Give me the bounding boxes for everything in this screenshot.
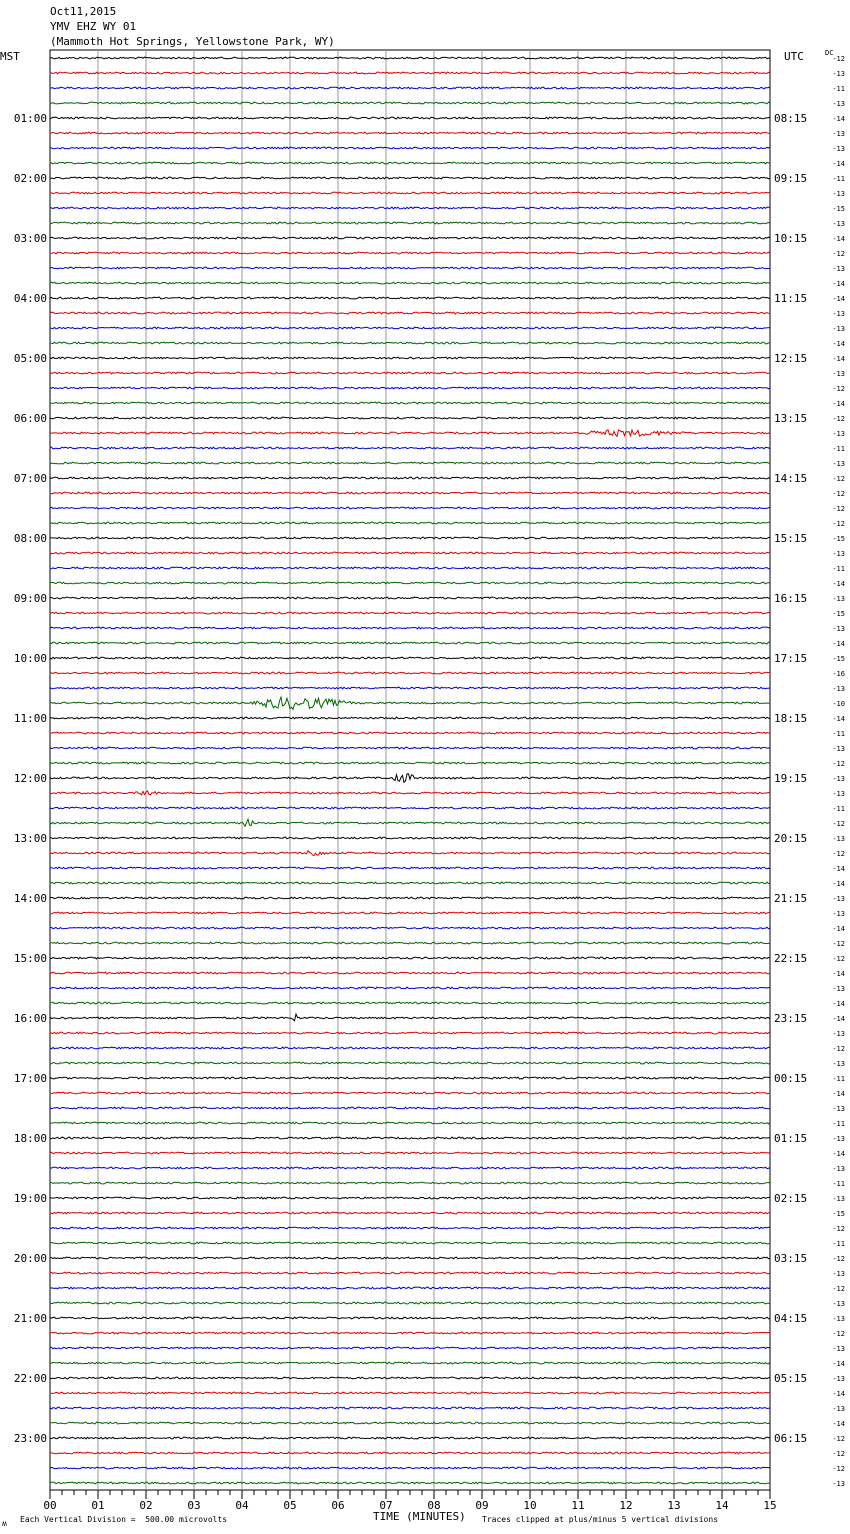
trace-row xyxy=(50,1137,770,1139)
trace-row xyxy=(50,627,770,629)
dc-offset-label: -11 xyxy=(832,1180,845,1188)
dc-offset-label: -12 xyxy=(832,1225,845,1233)
hour-label-mst: 23:00 xyxy=(13,1432,47,1445)
hour-label-utc: 01:15 xyxy=(774,1132,808,1145)
dc-offset-label: -14 xyxy=(832,640,845,648)
trace-row xyxy=(50,819,770,826)
dc-offset-label: -13 xyxy=(832,745,845,753)
trace-row xyxy=(50,132,770,134)
dc-offset-label: -14 xyxy=(832,1000,845,1008)
trace-row xyxy=(50,192,770,194)
trace-row xyxy=(50,177,770,179)
dc-offset-label: -14 xyxy=(832,1015,845,1023)
x-axis-label: TIME (MINUTES) xyxy=(373,1510,466,1523)
trace-row xyxy=(50,927,770,929)
footer-mark: ʍ xyxy=(2,1519,7,1528)
trace-row xyxy=(50,1407,770,1409)
dc-offset-label: -12 xyxy=(832,1465,845,1473)
x-tick-label: 04 xyxy=(235,1499,249,1512)
dc-offset-label: -14 xyxy=(832,970,845,978)
dc-offset-label: -12 xyxy=(832,1450,845,1458)
dc-offset-label: -11 xyxy=(832,1075,845,1083)
hour-label-utc: 15:15 xyxy=(774,532,808,545)
dc-offset-label: -13 xyxy=(832,685,845,693)
scale-note: Each Vertical Division = 500.00 microvolts xyxy=(20,1515,228,1524)
hour-label-mst: 02:00 xyxy=(13,172,47,185)
hour-label-mst: 01:00 xyxy=(13,112,47,125)
dc-offset-label: -13 xyxy=(832,130,845,138)
trace-row xyxy=(50,1107,770,1109)
trace-row xyxy=(50,552,770,554)
trace-row xyxy=(50,462,770,464)
trace-row xyxy=(50,402,770,404)
trace-row xyxy=(50,387,770,389)
trace-row xyxy=(50,1392,770,1394)
dc-offset-label: -13 xyxy=(832,550,845,558)
dc-offset-label: -11 xyxy=(832,85,845,93)
trace-row xyxy=(50,162,770,164)
hour-label-utc: 23:15 xyxy=(774,1012,808,1025)
trace-row xyxy=(50,1437,770,1439)
dc-offset-label: -13 xyxy=(832,1165,845,1173)
trace-row xyxy=(50,882,770,884)
trace-row xyxy=(50,957,770,959)
hour-label-mst: 22:00 xyxy=(13,1372,47,1385)
trace-row xyxy=(50,1077,770,1079)
trace-row xyxy=(50,282,770,284)
trace-row xyxy=(50,717,770,719)
hour-label-utc: 12:15 xyxy=(774,352,808,365)
trace-row xyxy=(50,1302,770,1304)
dc-offset-label: -14 xyxy=(832,400,845,408)
trace-row xyxy=(50,72,770,74)
dc-offset-label: -16 xyxy=(832,670,845,678)
plot-frame xyxy=(50,50,770,1490)
dc-offset-label: -14 xyxy=(832,1090,845,1098)
dc-offset-label: -12 xyxy=(832,415,845,423)
dc-offset-label: -13 xyxy=(832,1195,845,1203)
dc-offset-label: -13 xyxy=(832,895,845,903)
dc-offset-label: -13 xyxy=(832,775,845,783)
dc-offset-label: -11 xyxy=(832,565,845,573)
dc-offset-label: -13 xyxy=(832,1375,845,1383)
hour-label-mst: 14:00 xyxy=(13,892,47,905)
dc-offset-label: -13 xyxy=(832,460,845,468)
dc-offset-label: -12 xyxy=(832,940,845,948)
hour-label-utc: 22:15 xyxy=(774,952,808,965)
hour-label-utc: 05:15 xyxy=(774,1372,808,1385)
dc-offset-label: -15 xyxy=(832,655,845,663)
dc-offset-label: -14 xyxy=(832,235,845,243)
trace-row xyxy=(50,582,770,584)
trace-row xyxy=(50,747,770,749)
hour-label-utc: 08:15 xyxy=(774,112,808,125)
hour-label-mst: 10:00 xyxy=(13,652,47,665)
hour-label-utc: 18:15 xyxy=(774,712,808,725)
dc-offset-label: -13 xyxy=(832,595,845,603)
hour-label-mst: 05:00 xyxy=(13,352,47,365)
trace-row xyxy=(50,687,770,689)
trace-row xyxy=(50,972,770,974)
dc-offset-label: -13 xyxy=(832,1315,845,1323)
trace-row xyxy=(50,1167,770,1169)
trace-row xyxy=(50,342,770,344)
trace-row xyxy=(50,1347,770,1349)
x-tick-label: 09 xyxy=(475,1499,489,1512)
dc-offset-label: -13 xyxy=(832,1060,845,1068)
hour-label-utc: 06:15 xyxy=(774,1432,808,1445)
trace-row xyxy=(50,1092,770,1094)
dc-offset-label: -13 xyxy=(832,1135,845,1143)
trace-row xyxy=(50,1272,770,1274)
dc-offset-label: -13 xyxy=(832,100,845,108)
hour-label-mst: 03:00 xyxy=(13,232,47,245)
trace-row xyxy=(50,1062,770,1064)
trace-row xyxy=(50,732,770,734)
trace-row xyxy=(50,1362,770,1364)
dc-offset-label: -15 xyxy=(832,535,845,543)
dc-offset-label: -15 xyxy=(832,610,845,618)
x-tick-label: 08 xyxy=(427,1499,441,1512)
hour-label-mst: 09:00 xyxy=(13,592,47,605)
dc-offset-label: -13 xyxy=(832,910,845,918)
trace-row xyxy=(50,1452,770,1454)
dc-offset-label: -14 xyxy=(832,925,845,933)
trace-row xyxy=(50,1287,770,1289)
trace-row xyxy=(50,537,770,539)
trace-row xyxy=(50,522,770,524)
trace-row xyxy=(50,612,770,614)
trace-row xyxy=(50,567,770,569)
trace-row xyxy=(50,942,770,944)
trace-row xyxy=(50,851,770,856)
dc-offset-label: -12 xyxy=(832,1330,845,1338)
dc-offset-label: -12 xyxy=(832,475,845,483)
trace-row xyxy=(50,1332,770,1334)
trace-row xyxy=(50,642,770,644)
hour-label-mst: 20:00 xyxy=(13,1252,47,1265)
hour-label-mst: 07:00 xyxy=(13,472,47,485)
trace-row xyxy=(50,1242,770,1244)
x-tick-label: 10 xyxy=(523,1499,537,1512)
hour-label-mst: 18:00 xyxy=(13,1132,47,1145)
trace-row xyxy=(50,657,770,659)
trace-row xyxy=(50,1014,770,1021)
trace-row xyxy=(50,1422,770,1424)
dc-offset-label: -12 xyxy=(832,490,845,498)
dc-offset-label: -15 xyxy=(832,1210,845,1218)
dc-offset-label: -14 xyxy=(832,295,845,303)
dc-offset-label: -13 xyxy=(832,625,845,633)
trace-row xyxy=(50,357,770,359)
plot-date: Oct11,2015 xyxy=(50,5,117,18)
trace-row xyxy=(50,267,770,269)
x-tick-label: 02 xyxy=(139,1499,153,1512)
hour-label-utc: 17:15 xyxy=(774,652,808,665)
trace-row xyxy=(50,1257,770,1259)
trace-row xyxy=(50,807,770,809)
dc-offset-label: -12 xyxy=(832,505,845,513)
hour-label-mst: 16:00 xyxy=(13,1012,47,1025)
dc-offset-label: -13 xyxy=(832,1345,845,1353)
dc-offset-label: -12 xyxy=(832,1285,845,1293)
dc-offset-label: -14 xyxy=(832,340,845,348)
dc-offset-label: -14 xyxy=(832,280,845,288)
left-axis-title: MST xyxy=(0,50,20,63)
hour-label-mst: 21:00 xyxy=(13,1312,47,1325)
trace-row xyxy=(50,1197,770,1199)
dc-offset-label: -13 xyxy=(832,145,845,153)
dc-offset-label: -11 xyxy=(832,175,845,183)
trace-row xyxy=(50,297,770,299)
dc-offset-label: -13 xyxy=(832,985,845,993)
trace-row xyxy=(50,237,770,239)
trace-row xyxy=(50,147,770,149)
dc-offset-label: -14 xyxy=(832,1150,845,1158)
trace-row xyxy=(50,1467,770,1469)
hour-label-utc: 21:15 xyxy=(774,892,808,905)
trace-row xyxy=(50,57,770,59)
dc-offset-label: -13 xyxy=(832,430,845,438)
trace-row xyxy=(50,1182,770,1184)
trace-row xyxy=(50,207,770,209)
trace-row xyxy=(50,477,770,479)
dc-offset-label: -12 xyxy=(832,1435,845,1443)
trace-row xyxy=(50,1212,770,1214)
station-location: (Mammoth Hot Springs, Yellowstone Park, WY) xyxy=(50,35,335,48)
hour-label-utc: 16:15 xyxy=(774,592,808,605)
x-tick-label: 14 xyxy=(715,1499,729,1512)
dc-offset-label: -13 xyxy=(832,1105,845,1113)
dc-offset-label: -13 xyxy=(832,790,845,798)
right-axis-title: UTC xyxy=(784,50,804,63)
trace-row xyxy=(50,1047,770,1049)
trace-row xyxy=(50,327,770,329)
trace-row xyxy=(50,1002,770,1004)
dc-offset-label: -13 xyxy=(832,1405,845,1413)
dc-offset-label: -12 xyxy=(832,760,845,768)
trace-row xyxy=(50,372,770,374)
trace-row xyxy=(50,252,770,254)
dc-offset-label: -11 xyxy=(832,445,845,453)
trace-row xyxy=(50,774,770,783)
trace-row xyxy=(50,987,770,989)
dc-offset-label: -11 xyxy=(832,730,845,738)
dc-offset-label: -14 xyxy=(832,160,845,168)
trace-row xyxy=(50,672,770,674)
dc-offset-label: -10 xyxy=(832,700,845,708)
clip-note: Traces clipped at plus/minus 5 vertical divisions xyxy=(482,1515,719,1524)
trace-row xyxy=(50,762,770,764)
trace-row xyxy=(50,117,770,119)
dc-offset-label: -14 xyxy=(832,1390,845,1398)
trace-row xyxy=(50,1122,770,1124)
hour-label-mst: 17:00 xyxy=(13,1072,47,1085)
trace-row xyxy=(50,837,770,839)
x-tick-label: 07 xyxy=(379,1499,393,1512)
trace-row xyxy=(50,1152,770,1154)
trace-row xyxy=(50,222,770,224)
trace-row xyxy=(50,430,770,436)
trace-row xyxy=(50,697,770,709)
dc-offset-label: -12 xyxy=(832,385,845,393)
hour-label-utc: 19:15 xyxy=(774,772,808,785)
trace-row xyxy=(50,87,770,89)
hour-label-mst: 13:00 xyxy=(13,832,47,845)
dc-offset-label: -14 xyxy=(832,1420,845,1428)
hour-label-utc: 13:15 xyxy=(774,412,808,425)
hour-label-utc: 04:15 xyxy=(774,1312,808,1325)
trace-row xyxy=(50,492,770,494)
hour-label-mst: 06:00 xyxy=(13,412,47,425)
dc-offset-label: -13 xyxy=(832,310,845,318)
hour-label-utc: 14:15 xyxy=(774,472,808,485)
hour-label-mst: 15:00 xyxy=(13,952,47,965)
dc-offset-label: -14 xyxy=(832,865,845,873)
dc-offset-label: -13 xyxy=(832,325,845,333)
dc-offset-label: -13 xyxy=(832,265,845,273)
x-tick-label: 13 xyxy=(667,1499,681,1512)
x-tick-label: 11 xyxy=(571,1499,585,1512)
dc-offset-label: -13 xyxy=(832,1300,845,1308)
dc-offset-label: -12 xyxy=(832,1255,845,1263)
dc-offset-label: -12 xyxy=(832,850,845,858)
x-tick-label: 06 xyxy=(331,1499,345,1512)
dc-label: DC xyxy=(825,49,834,57)
dc-offset-label: -13 xyxy=(832,1270,845,1278)
x-tick-label: 03 xyxy=(187,1499,201,1512)
hour-label-mst: 19:00 xyxy=(13,1192,47,1205)
x-tick-label: 01 xyxy=(91,1499,105,1512)
dc-offset-label: -11 xyxy=(832,1120,845,1128)
dc-offset-label: -11 xyxy=(832,1240,845,1248)
dc-offset-label: -13 xyxy=(832,370,845,378)
dc-offset-label: -12 xyxy=(832,250,845,258)
x-tick-label: 05 xyxy=(283,1499,297,1512)
dc-offset-label: -12 xyxy=(832,1045,845,1053)
x-tick-label: 00 xyxy=(43,1499,57,1512)
hour-label-mst: 11:00 xyxy=(13,712,47,725)
hour-label-utc: 00:15 xyxy=(774,1072,808,1085)
dc-offset-label: -13 xyxy=(832,220,845,228)
trace-row xyxy=(50,1482,770,1484)
dc-offset-label: -12 xyxy=(832,55,845,63)
trace-row xyxy=(50,102,770,104)
dc-offset-label: -15 xyxy=(832,205,845,213)
trace-row xyxy=(50,897,770,899)
trace-row xyxy=(50,791,770,795)
hour-label-utc: 20:15 xyxy=(774,832,808,845)
hour-label-mst: 12:00 xyxy=(13,772,47,785)
hour-label-utc: 10:15 xyxy=(774,232,808,245)
hour-label-utc: 09:15 xyxy=(774,172,808,185)
dc-offset-label: -12 xyxy=(832,820,845,828)
trace-row xyxy=(50,507,770,509)
trace-row xyxy=(50,1227,770,1229)
dc-offset-label: -14 xyxy=(832,355,845,363)
trace-row xyxy=(50,867,770,869)
trace-row xyxy=(50,1032,770,1034)
dc-offset-label: -13 xyxy=(832,1480,845,1488)
station-code: YMV EHZ WY 01 xyxy=(50,20,137,33)
trace-row xyxy=(50,312,770,314)
dc-offset-label: -14 xyxy=(832,715,845,723)
dc-offset-label: -13 xyxy=(832,190,845,198)
hour-label-utc: 03:15 xyxy=(774,1252,808,1265)
hour-label-utc: 02:15 xyxy=(774,1192,808,1205)
trace-row xyxy=(50,1317,770,1319)
dc-offset-label: -13 xyxy=(832,70,845,78)
dc-offset-label: -14 xyxy=(832,880,845,888)
hour-label-utc: 11:15 xyxy=(774,292,808,305)
dc-offset-label: -12 xyxy=(832,520,845,528)
dc-offset-label: -14 xyxy=(832,1360,845,1368)
trace-row xyxy=(50,1377,770,1379)
dc-offset-label: -14 xyxy=(832,580,845,588)
dc-offset-label: -13 xyxy=(832,835,845,843)
trace-row xyxy=(50,597,770,599)
x-tick-label: 15 xyxy=(763,1499,777,1512)
dc-offset-label: -11 xyxy=(832,805,845,813)
trace-row xyxy=(50,447,770,449)
hour-label-mst: 04:00 xyxy=(13,292,47,305)
trace-row xyxy=(50,417,770,419)
dc-offset-label: -14 xyxy=(832,115,845,123)
dc-offset-label: -13 xyxy=(832,1030,845,1038)
hour-label-mst: 08:00 xyxy=(13,532,47,545)
trace-row xyxy=(50,912,770,914)
x-tick-label: 12 xyxy=(619,1499,633,1512)
dc-offset-label: -12 xyxy=(832,955,845,963)
